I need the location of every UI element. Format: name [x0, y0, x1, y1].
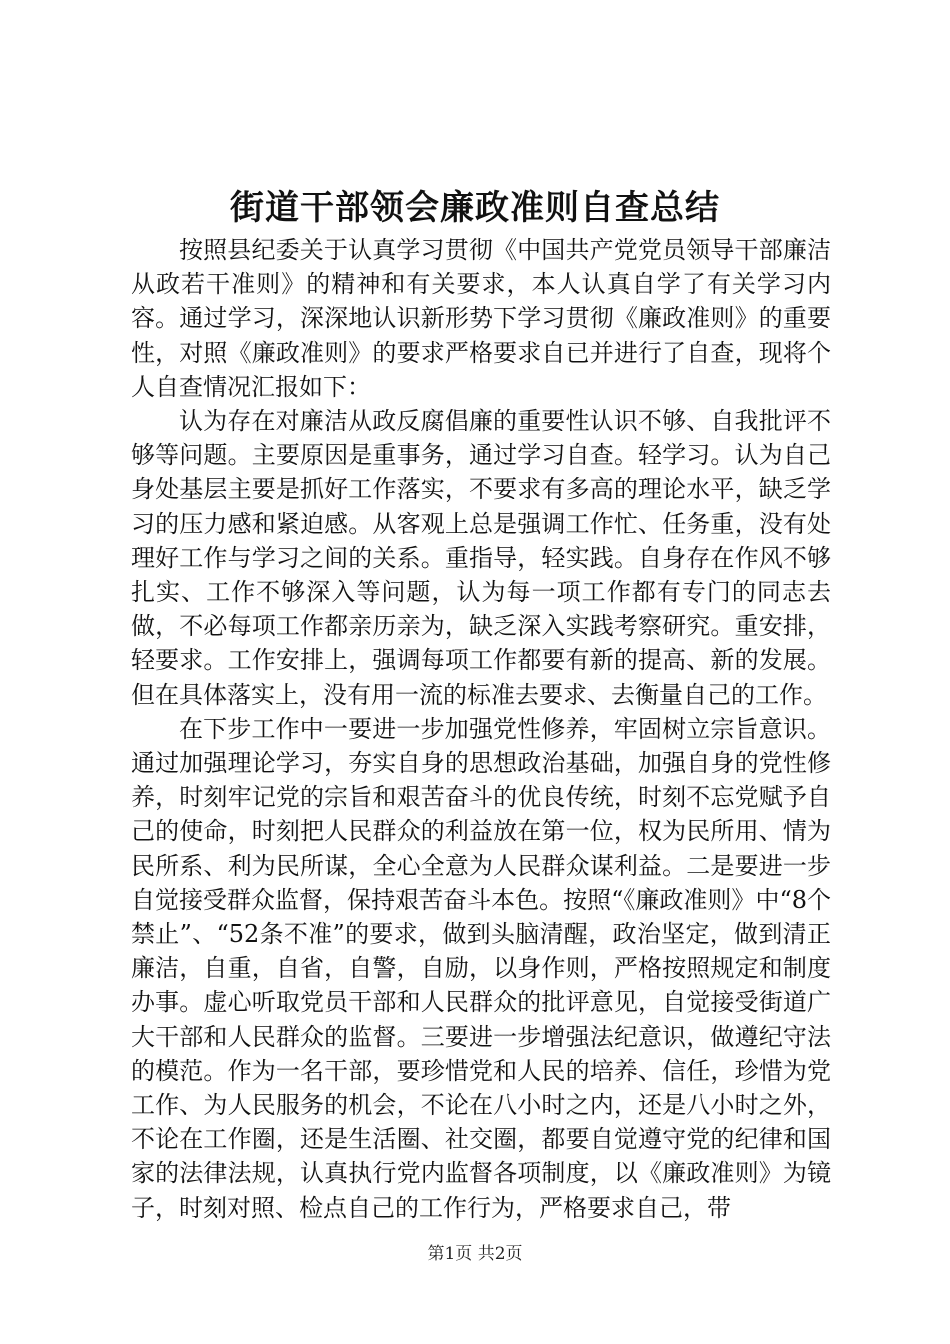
document-title: 街道干部领会廉政准则自查总结	[230, 188, 720, 228]
paragraph-problems: 认为存在对廉洁从政反腐倡廉的重要性认识不够、自我批评不够等问题。主要原因是重事务，通过学习自查。轻学习。认为自己身处基层主要是抓好工作落实，不要求有多高的理论水平，缺乏学习的压力感和紧迫感。从客观上总是强调工作忙、任务重，没有处理好工作与学习之间的关系。重指导，轻实践。自身存在作风不够扎实、工作不够深入等问题，认为每一项工作都有专门的同志去做，不必每项工作都亲历亲为，缺乏深入实践考察研究。重安排，轻要求。工作安排上，强调每项工作都要有新的提高、新的发展。但在具体落实上，没有用一流的标准去要求、去衡量自己的工作。	[131, 407, 831, 709]
paragraph-intro: 按照县纪委关于认真学习贯彻《中国共产党党员领导干部廉洁从政若干准则》的精神和有关要求，本人认真自学了有关学习内容。通过学习，深深地认识新形势下学习贯彻《廉政准则》的重要性，对照《廉政准则》的要求严格要求自已并进行了自查，现将个人自查情况汇报如下：	[131, 236, 831, 401]
paragraph-next-steps: 在下步工作中一要进一步加强党性修养，牢固树立宗旨意识。通过加强理论学习，夯实自身的思想政治基础，加强自身的党性修养，时刻牢记党的宗旨和艰苦奋斗的优良传统，时刻不忘党赋予自己的使命，时刻把人民群众的利益放在第一位，权为民所用、情为民所系、利为民所谋，全心全意为人民群众谋利益。二是要进一步自觉接受群众监督，保持艰苦奋斗本色。按照“《廉政准则》中“8个禁止”、“52条不准”的要求，做到头脑清醒，政治坚定，做到清正廉洁，自重，自省，自警，自励，以身作则，严格按照规定和制度办事。虚心听取党员干部和人民群众的批评意见，自觉接受街道广大干部和人民群众的监督。三要进一步增强法纪意识，做遵纪守法的模范。作为一名干部，要珍惜党和人民的培养、信任，珍惜为党工作、为人民服务的机会，不论在八小时之内，还是八小时之外，不论在工作圈，还是生活圈、社交圈，都要自觉遵守党的纪律和国家的法律法规，认真执行党内监督各项制度，以《廉政准则》为镜子，时刻对照、检点自己的工作行为，严格要求自己，带	[131, 714, 831, 1222]
page-footer: 第1页 共2页	[427, 1244, 523, 1264]
document-body	[131, 233, 831, 1225]
